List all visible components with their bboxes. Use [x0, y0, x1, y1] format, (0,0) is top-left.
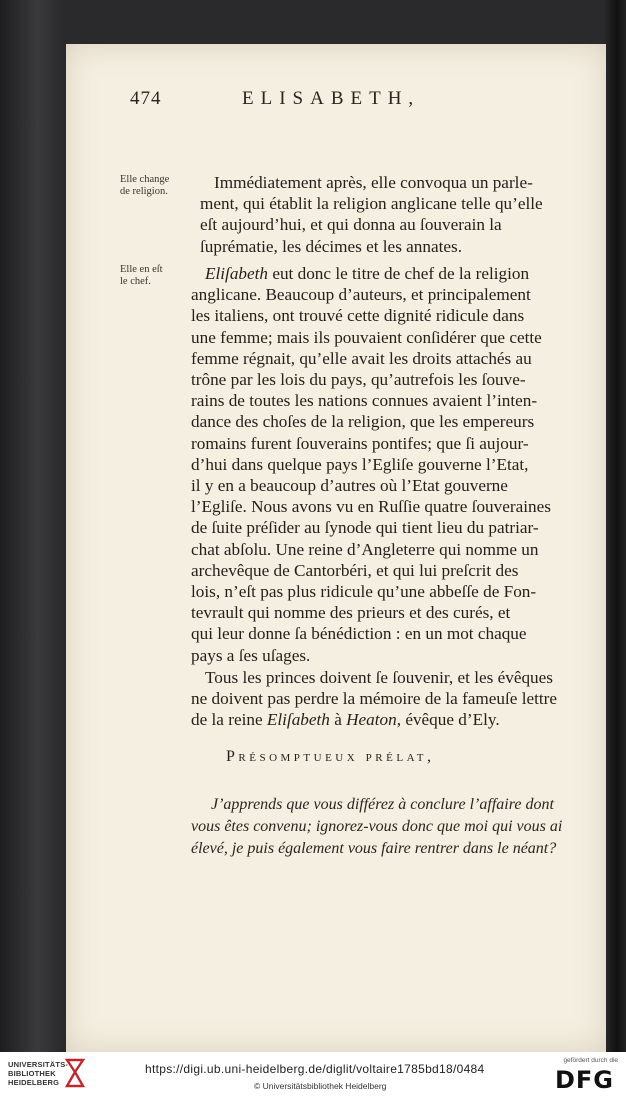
text-line: chat abſolu. Une reine d’Angleterre qui nomme un	[191, 539, 539, 559]
text-line	[191, 263, 596, 284]
margin-note-line: le chef.	[120, 276, 151, 287]
text-span: de la reine	[191, 710, 267, 730]
library-logo-text	[8, 1060, 68, 1087]
library-line: HEIDELBERG	[8, 1078, 60, 1087]
text-line: rains de toutes les nations connues avaient l’inten-	[191, 391, 538, 411]
margin-note-line: Elle en eſt	[120, 264, 163, 275]
text-line	[191, 709, 596, 730]
text-span: , évêque d’Ely.	[396, 710, 500, 730]
page-number: 474	[130, 88, 162, 109]
margin-note-line: Elle change	[120, 174, 170, 185]
text-line: Tous les princes doivent ſe ſouvenir, et les évêques	[205, 668, 553, 687]
text-line: eſt aujourd’hui, et qui donna au ſouverain la	[200, 215, 502, 235]
viewer-footer	[0, 1052, 626, 1097]
library-logo-icon	[64, 1058, 86, 1088]
text-line: de ſuite préſider au ſynode qui tient lieu du patriar-	[191, 518, 539, 538]
library-line: BIBLIOTHEK	[8, 1069, 56, 1078]
italic-name: Eliſabeth	[266, 710, 330, 730]
italic-name: Heaton	[346, 710, 397, 730]
text-line: d’hui dans quelque pays l’Egliſe gouverne l’Etat,	[191, 454, 529, 474]
running-title: ELISABETH,	[242, 88, 421, 109]
margin-note-line: de religion.	[120, 186, 168, 197]
text-line: qui leur donne ſa bénédiction : en un mot chaque	[191, 624, 527, 644]
funded-by-label: gefördert durch die	[563, 1057, 618, 1064]
text-line: pays a ſes uſages.	[191, 645, 311, 665]
library-line: UNIVERSITÄTS-	[8, 1060, 69, 1069]
quote-line: J’apprends que vous différez à conclure l’affaire dont	[211, 796, 554, 813]
text-span: eut donc le titre de chef de la religion	[268, 264, 530, 283]
text-line: lois, n’eſt pas plus ridicule qu’une abbeſſe de Fon-	[191, 582, 537, 602]
text-line: les italiens, ont trouvé cette dignité ridicule dans	[191, 306, 525, 326]
text-line: Immédiatement après, elle convoqua un parle-	[214, 173, 533, 192]
paragraph-2	[191, 263, 596, 666]
text-line: trône par les lois du pays, qu’autrefois les ſouve-	[191, 370, 526, 390]
text-line: une femme; mais ils pouvaient conſidérer que cette	[191, 327, 542, 347]
paragraph-1	[200, 172, 596, 257]
text-line: femme régnait, qu’elle avait les droits attachés au	[191, 348, 532, 368]
text-span: à	[329, 710, 347, 730]
letter-quote	[191, 794, 596, 860]
book-spine	[604, 0, 626, 1052]
text-line: tevrault qui nomme des prieurs et des curés, et	[191, 603, 511, 623]
letter-heading: Présomptueux prélat,	[226, 748, 435, 765]
italic-name: Eliſabeth	[205, 264, 269, 283]
quote-line: vous êtes convenu; ignorez-vous donc que moi qui vous ai	[191, 818, 563, 835]
text-line: l’Egliſe. Nous avons vu en Ruſſie quatre ſouveraines	[191, 497, 551, 517]
text-line: ment, qui établit la religion anglicane telle qu’elle	[200, 194, 543, 214]
quote-line: élevé, je puis également vous faire rentrer dans le néant?	[191, 840, 557, 857]
text-line: archevêque de Cantorbéri, et qui lui preſcrit des	[191, 560, 519, 580]
copyright-notice: © Universitätsbibliothek Heidelberg	[254, 1081, 387, 1091]
margin-note-religion	[120, 174, 200, 198]
permalink-url[interactable]: https://digi.ub.uni-heidelberg.de/diglit/voltaire1785bd18/0484	[145, 1062, 485, 1076]
text-line: anglicane. Beaucoup d’auteurs, et principalement	[191, 285, 531, 305]
dfg-logo: DFG	[554, 1066, 614, 1094]
text-line: ne doivent pas perdre la mémoire de la fameuſe lettre	[191, 689, 558, 709]
text-line: il y en a beaucoup d’autres où l’Etat gouverne	[191, 476, 508, 496]
text-line: romains furent ſouverains pontifes; que ſi aujour-	[191, 433, 529, 453]
text-line: dance des choſes de la religion, que les empereurs	[191, 412, 535, 432]
margin-note-chef	[120, 264, 200, 288]
text-line: ſuprématie, les décimes et les annates.	[200, 236, 463, 256]
paragraph-3	[191, 667, 596, 731]
